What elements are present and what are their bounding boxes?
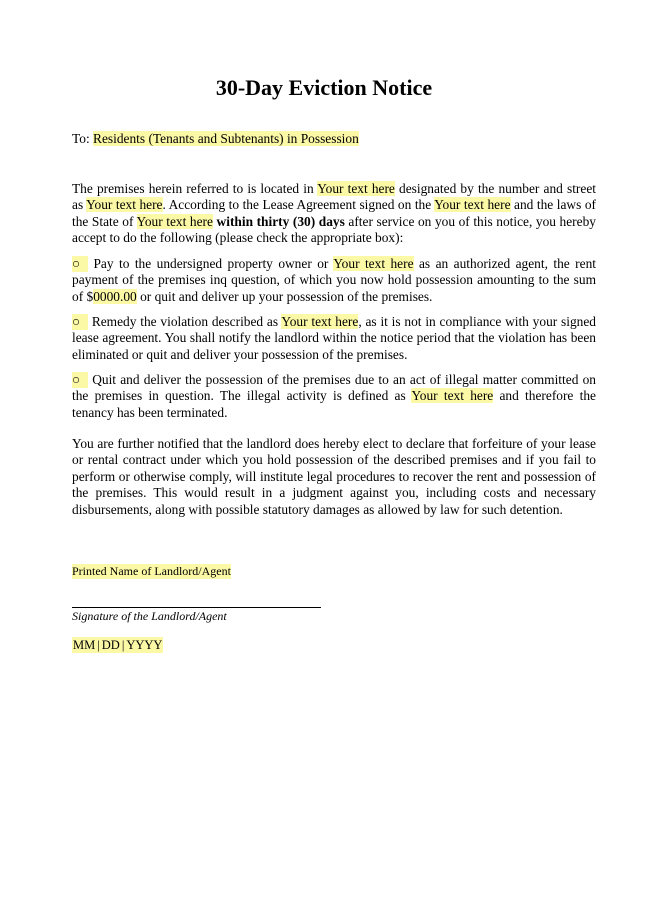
date-month[interactable]: MM: [73, 638, 96, 652]
signature-caption: Signature of the Landlord/Agent: [72, 609, 227, 623]
intro-text-3: . According to the Lease Agreement signed on the: [162, 197, 432, 213]
state-field[interactable]: Your text here: [136, 213, 213, 229]
option3-text-1: Quit and deliver the possession of the premises due to an act of illegal matter committed on the premises in question. The illegal activity is defined as: [72, 372, 596, 404]
closing-paragraph: You are further notified that the landlord does hereby elect to declare that forfeiture of your lease or rental contract under which you hold possession of the described premises and if you fail to perform or otherwise comply, will institute legal procedures to recover the rent and possession of the premises. This would result in a judgment against you, including costs and necessary disbursements, along with possible statutory damages as allowed by law for such detention.: [72, 436, 596, 517]
option1-text-3: or quit and deliver up your possession of the premises.: [140, 288, 433, 304]
intro-paragraph: [72, 181, 596, 247]
checkbox-quit-premises[interactable]: ○: [72, 372, 88, 388]
violation-field[interactable]: Your text here: [281, 314, 359, 329]
deadline-text: within thirty (30) days: [216, 213, 345, 229]
recipient-field[interactable]: Residents (Tenants and Subtenants) in Possession: [93, 131, 359, 146]
intro-text-2: designated by the number and street as: [72, 181, 596, 213]
intro-text-5: after service on you of this notice, you hereby accept to do the following (please check the appropriate box):: [72, 213, 596, 246]
to-label: To:: [72, 131, 90, 146]
date-field[interactable]: [72, 637, 163, 653]
checkbox-pay-rent[interactable]: ○: [72, 256, 88, 272]
date-separator-2: |: [121, 638, 125, 652]
lease-date-field[interactable]: Your text here: [434, 197, 511, 213]
date-separator-1: |: [97, 638, 100, 652]
to-line: [72, 131, 596, 147]
amount-field[interactable]: 0000.00: [93, 288, 137, 304]
printed-name-field[interactable]: Printed Name of Landlord/Agent: [72, 564, 231, 578]
agent-field[interactable]: Your text here: [333, 256, 414, 271]
checkbox-remedy-violation[interactable]: ○: [72, 314, 88, 330]
option2-text-2: , as it is not in compliance with your signed lease agreement. You shall notify the landlord within the notice period that the violation has been eliminated or quit and deliver your possession of the premises.: [72, 314, 596, 362]
location-field[interactable]: Your text here: [317, 181, 395, 196]
option-quit-premises: [72, 372, 596, 421]
street-field[interactable]: Your text here: [86, 197, 163, 213]
intro-text-1: The premises herein referred to is located in: [72, 181, 314, 196]
date-year[interactable]: YYYY: [126, 638, 163, 652]
option-pay-rent: [72, 256, 596, 305]
date-day[interactable]: DD: [101, 638, 120, 652]
option-remedy-violation: [72, 314, 596, 363]
intro-text-4: and the laws of the State of: [72, 197, 596, 229]
document-title: 30-Day Eviction Notice: [215, 75, 433, 100]
option3-text-2: and therefore the tenancy has been terminated.: [72, 388, 596, 420]
signature-line[interactable]: [72, 607, 321, 608]
option1-text-2: as an authorized agent, the rent payment of the premises inq question, of which you now hold possession amounting to the sum of $: [72, 256, 597, 304]
option2-text-1: Remedy the violation described as: [91, 314, 279, 329]
illegal-activity-field[interactable]: Your text here: [411, 388, 494, 404]
option1-text-1: Pay to the undersigned property owner or: [93, 256, 329, 271]
